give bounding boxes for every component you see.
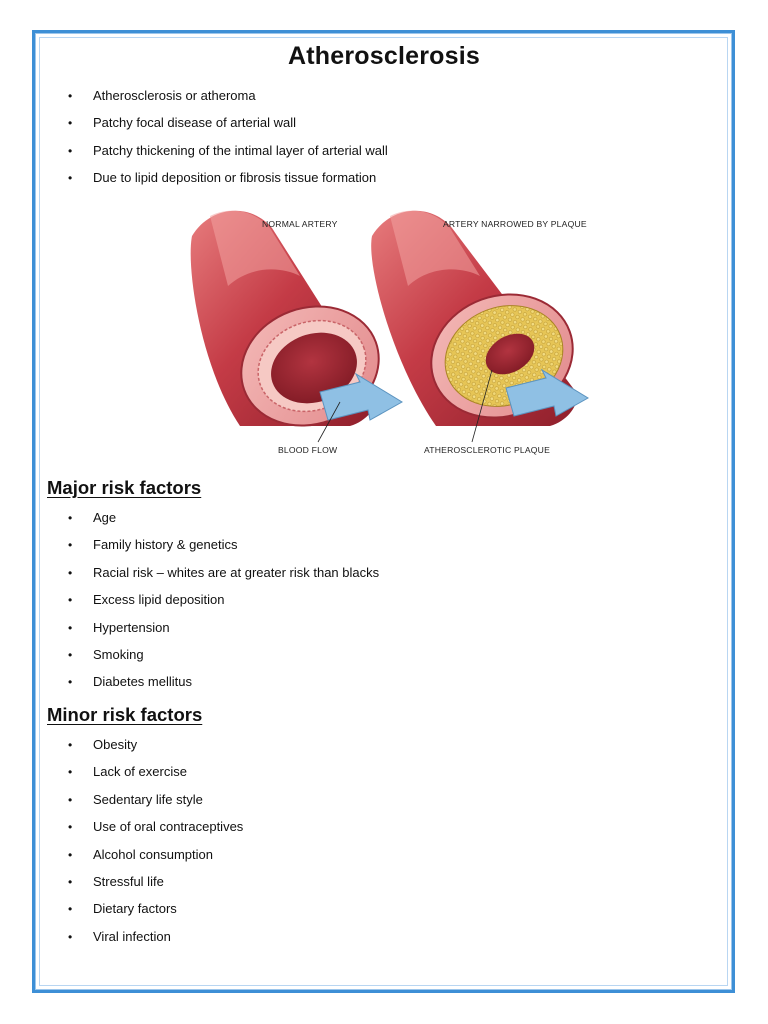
list-item: • Dietary factors — [68, 899, 243, 926]
label-narrowed-artery: ARTERY NARROWED BY PLAQUE — [443, 219, 587, 229]
list-item: • Due to lipid deposition or fibrosis tissue formation — [68, 168, 388, 195]
list-item: • Viral infection — [68, 927, 243, 954]
major-risk-heading: Major risk factors — [47, 477, 202, 498]
label-plaque: ATHEROSCLEROTIC PLAQUE — [424, 445, 551, 455]
list-item: • Hypertension — [68, 618, 379, 645]
page-title: Atherosclerosis — [288, 42, 480, 70]
minor-risk-heading: Minor risk factors — [47, 704, 203, 725]
artery-illustration — [180, 206, 600, 462]
list-item: • Age — [68, 508, 379, 535]
list-item: • Lack of exercise — [68, 762, 243, 789]
list-item: • Stressful life — [68, 872, 243, 899]
label-normal-artery: NORMAL ARTERY — [262, 219, 338, 229]
list-item: • Alcohol consumption — [68, 845, 243, 872]
normal-artery — [191, 211, 402, 445]
list-item: • Sedentary life style — [68, 790, 243, 817]
list-item: • Use of oral contraceptives — [68, 817, 243, 844]
narrowed-artery — [371, 211, 590, 442]
major-risk-list — [68, 508, 379, 700]
label-blood-flow: BLOOD FLOW — [278, 445, 338, 455]
minor-risk-list — [68, 735, 243, 954]
list-item: • Atherosclerosis or atheroma — [68, 86, 388, 113]
list-item: • Smoking — [68, 645, 379, 672]
intro-list — [68, 86, 388, 196]
list-item: • Diabetes mellitus — [68, 672, 379, 699]
list-item: • Obesity — [68, 735, 243, 762]
list-item: • Patchy focal disease of arterial wall — [68, 113, 388, 140]
list-item: • Family history & genetics — [68, 535, 379, 562]
list-item: • Racial risk – whites are at greater risk than blacks — [68, 563, 379, 590]
list-item: • Excess lipid deposition — [68, 590, 379, 617]
list-item: • Patchy thickening of the intimal layer of arterial wall — [68, 141, 388, 168]
